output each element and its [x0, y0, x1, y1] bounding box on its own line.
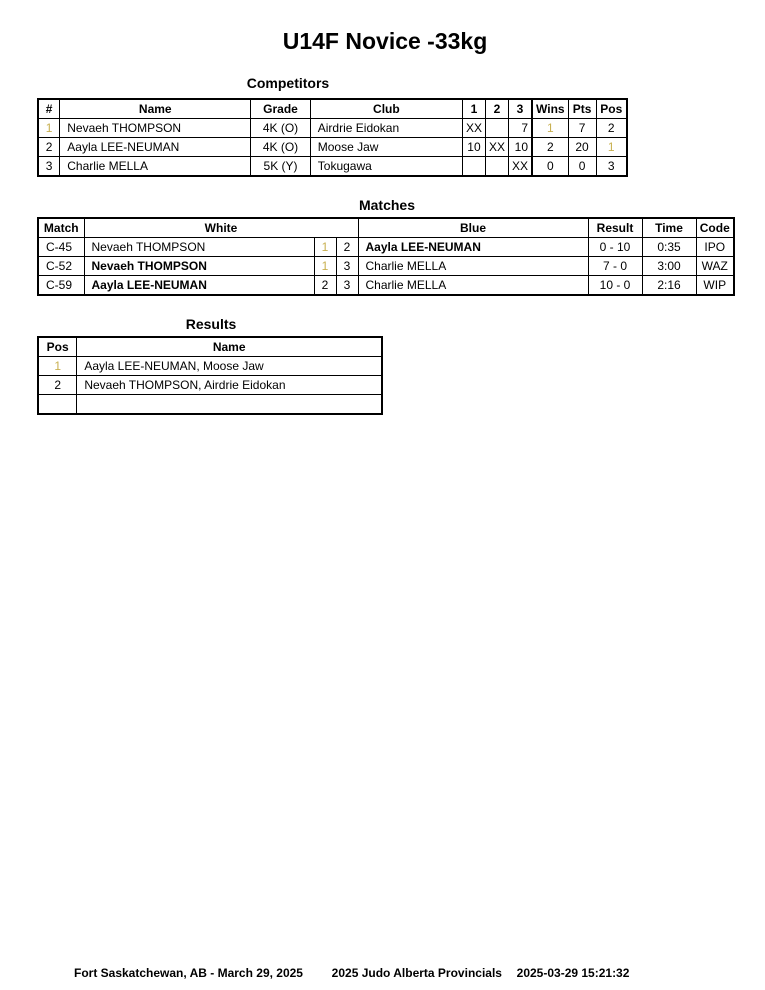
results-heading: Results: [185, 316, 237, 332]
matches-header-row: [38, 218, 734, 238]
result-position: 2: [38, 376, 77, 395]
wins: 1: [532, 119, 568, 138]
position: 2: [596, 119, 627, 138]
table-row: [38, 276, 734, 296]
col-header-grade: Grade: [251, 99, 310, 119]
white-competitor: Aayla LEE-NEUMAN: [84, 276, 314, 296]
col-header-num: #: [38, 99, 60, 119]
result-name: Nevaeh THOMPSON, Airdrie Eidokan: [77, 376, 382, 395]
col-header-score-2: 2: [485, 99, 508, 119]
col-header-match: Match: [38, 218, 84, 238]
match-result: 7 - 0: [588, 257, 642, 276]
table-row: [38, 376, 382, 395]
score-1: [462, 157, 485, 177]
blue-number: 3: [336, 276, 358, 296]
competitor-name: Charlie MELLA: [60, 157, 251, 177]
competitor-name: Nevaeh THOMPSON: [60, 119, 251, 138]
competitor-grade: 4K (O): [251, 119, 310, 138]
result-position: 1: [38, 357, 77, 376]
matches-table: [37, 217, 735, 296]
competitors-table: [37, 98, 628, 177]
footer-event: 2025 Judo Alberta Provincials: [331, 966, 502, 980]
match-code: WIP: [696, 276, 734, 296]
blue-competitor: Charlie MELLA: [358, 276, 588, 296]
col-header-white: White: [84, 218, 358, 238]
score-3: 7: [509, 119, 533, 138]
match-result: 0 - 10: [588, 238, 642, 257]
wins: 0: [532, 157, 568, 177]
match-id: C-52: [38, 257, 84, 276]
white-competitor: Nevaeh THOMPSON: [84, 257, 314, 276]
col-header-score-1: 1: [462, 99, 485, 119]
table-row: [38, 257, 734, 276]
blue-number: 2: [336, 238, 358, 257]
col-header-blue: Blue: [358, 218, 588, 238]
points: 7: [568, 119, 596, 138]
competitor-number: 1: [38, 119, 60, 138]
match-time: 3:00: [642, 257, 696, 276]
col-header-club: Club: [310, 99, 462, 119]
blue-number: 3: [336, 257, 358, 276]
col-header-pts: Pts: [568, 99, 596, 119]
page-footer: [74, 966, 629, 980]
competitor-number: 3: [38, 157, 60, 177]
results-header-row: [38, 337, 382, 357]
table-row: [38, 138, 627, 157]
results-table: [37, 336, 383, 415]
col-header-pos: Pos: [38, 337, 77, 357]
white-number: 2: [314, 276, 336, 296]
table-row: [38, 395, 382, 415]
points: 0: [568, 157, 596, 177]
footer-location: Fort Saskatchewan, AB - March 29, 2025: [74, 966, 303, 980]
result-name: [77, 395, 382, 415]
score-2: [485, 157, 508, 177]
table-row: [38, 157, 627, 177]
match-id: C-59: [38, 276, 84, 296]
match-time: 0:35: [642, 238, 696, 257]
table-row: [38, 238, 734, 257]
competitor-name: Aayla LEE-NEUMAN: [60, 138, 251, 157]
position: 1: [596, 138, 627, 157]
table-row: [38, 357, 382, 376]
wins: 2: [532, 138, 568, 157]
col-header-time: Time: [642, 218, 696, 238]
table-row: [38, 119, 627, 138]
competitors-heading: Competitors: [246, 75, 330, 91]
result-name: Aayla LEE-NEUMAN, Moose Jaw: [77, 357, 382, 376]
col-header-name: Name: [77, 337, 382, 357]
white-number: 1: [314, 238, 336, 257]
match-time: 2:16: [642, 276, 696, 296]
col-header-wins: Wins: [532, 99, 568, 119]
white-number: 1: [314, 257, 336, 276]
competitor-number: 2: [38, 138, 60, 157]
score-3: 10: [509, 138, 533, 157]
points: 20: [568, 138, 596, 157]
competitor-club: Airdrie Eidokan: [310, 119, 462, 138]
blue-competitor: Charlie MELLA: [358, 257, 588, 276]
matches-heading: Matches: [358, 197, 416, 213]
footer-timestamp: 2025-03-29 15:21:32: [516, 966, 630, 980]
match-result: 10 - 0: [588, 276, 642, 296]
page-title: U14F Novice -33kg: [282, 28, 488, 54]
col-header-result: Result: [588, 218, 642, 238]
competitor-club: Moose Jaw: [310, 138, 462, 157]
col-header-name: Name: [60, 99, 251, 119]
match-code: IPO: [696, 238, 734, 257]
col-header-code: Code: [696, 218, 734, 238]
match-id: C-45: [38, 238, 84, 257]
competitors-header-row: [38, 99, 627, 119]
col-header-pos: Pos: [596, 99, 627, 119]
blue-competitor: Aayla LEE-NEUMAN: [358, 238, 588, 257]
position: 3: [596, 157, 627, 177]
competitor-club: Tokugawa: [310, 157, 462, 177]
score-3: XX: [509, 157, 533, 177]
competitor-grade: 5K (Y): [251, 157, 310, 177]
col-header-score-3: 3: [509, 99, 533, 119]
competitor-grade: 4K (O): [251, 138, 310, 157]
white-competitor: Nevaeh THOMPSON: [84, 238, 314, 257]
score-1: 10: [462, 138, 485, 157]
result-position: [38, 395, 77, 415]
score-2: XX: [485, 138, 508, 157]
score-1: XX: [462, 119, 485, 138]
score-2: [485, 119, 508, 138]
match-code: WAZ: [696, 257, 734, 276]
